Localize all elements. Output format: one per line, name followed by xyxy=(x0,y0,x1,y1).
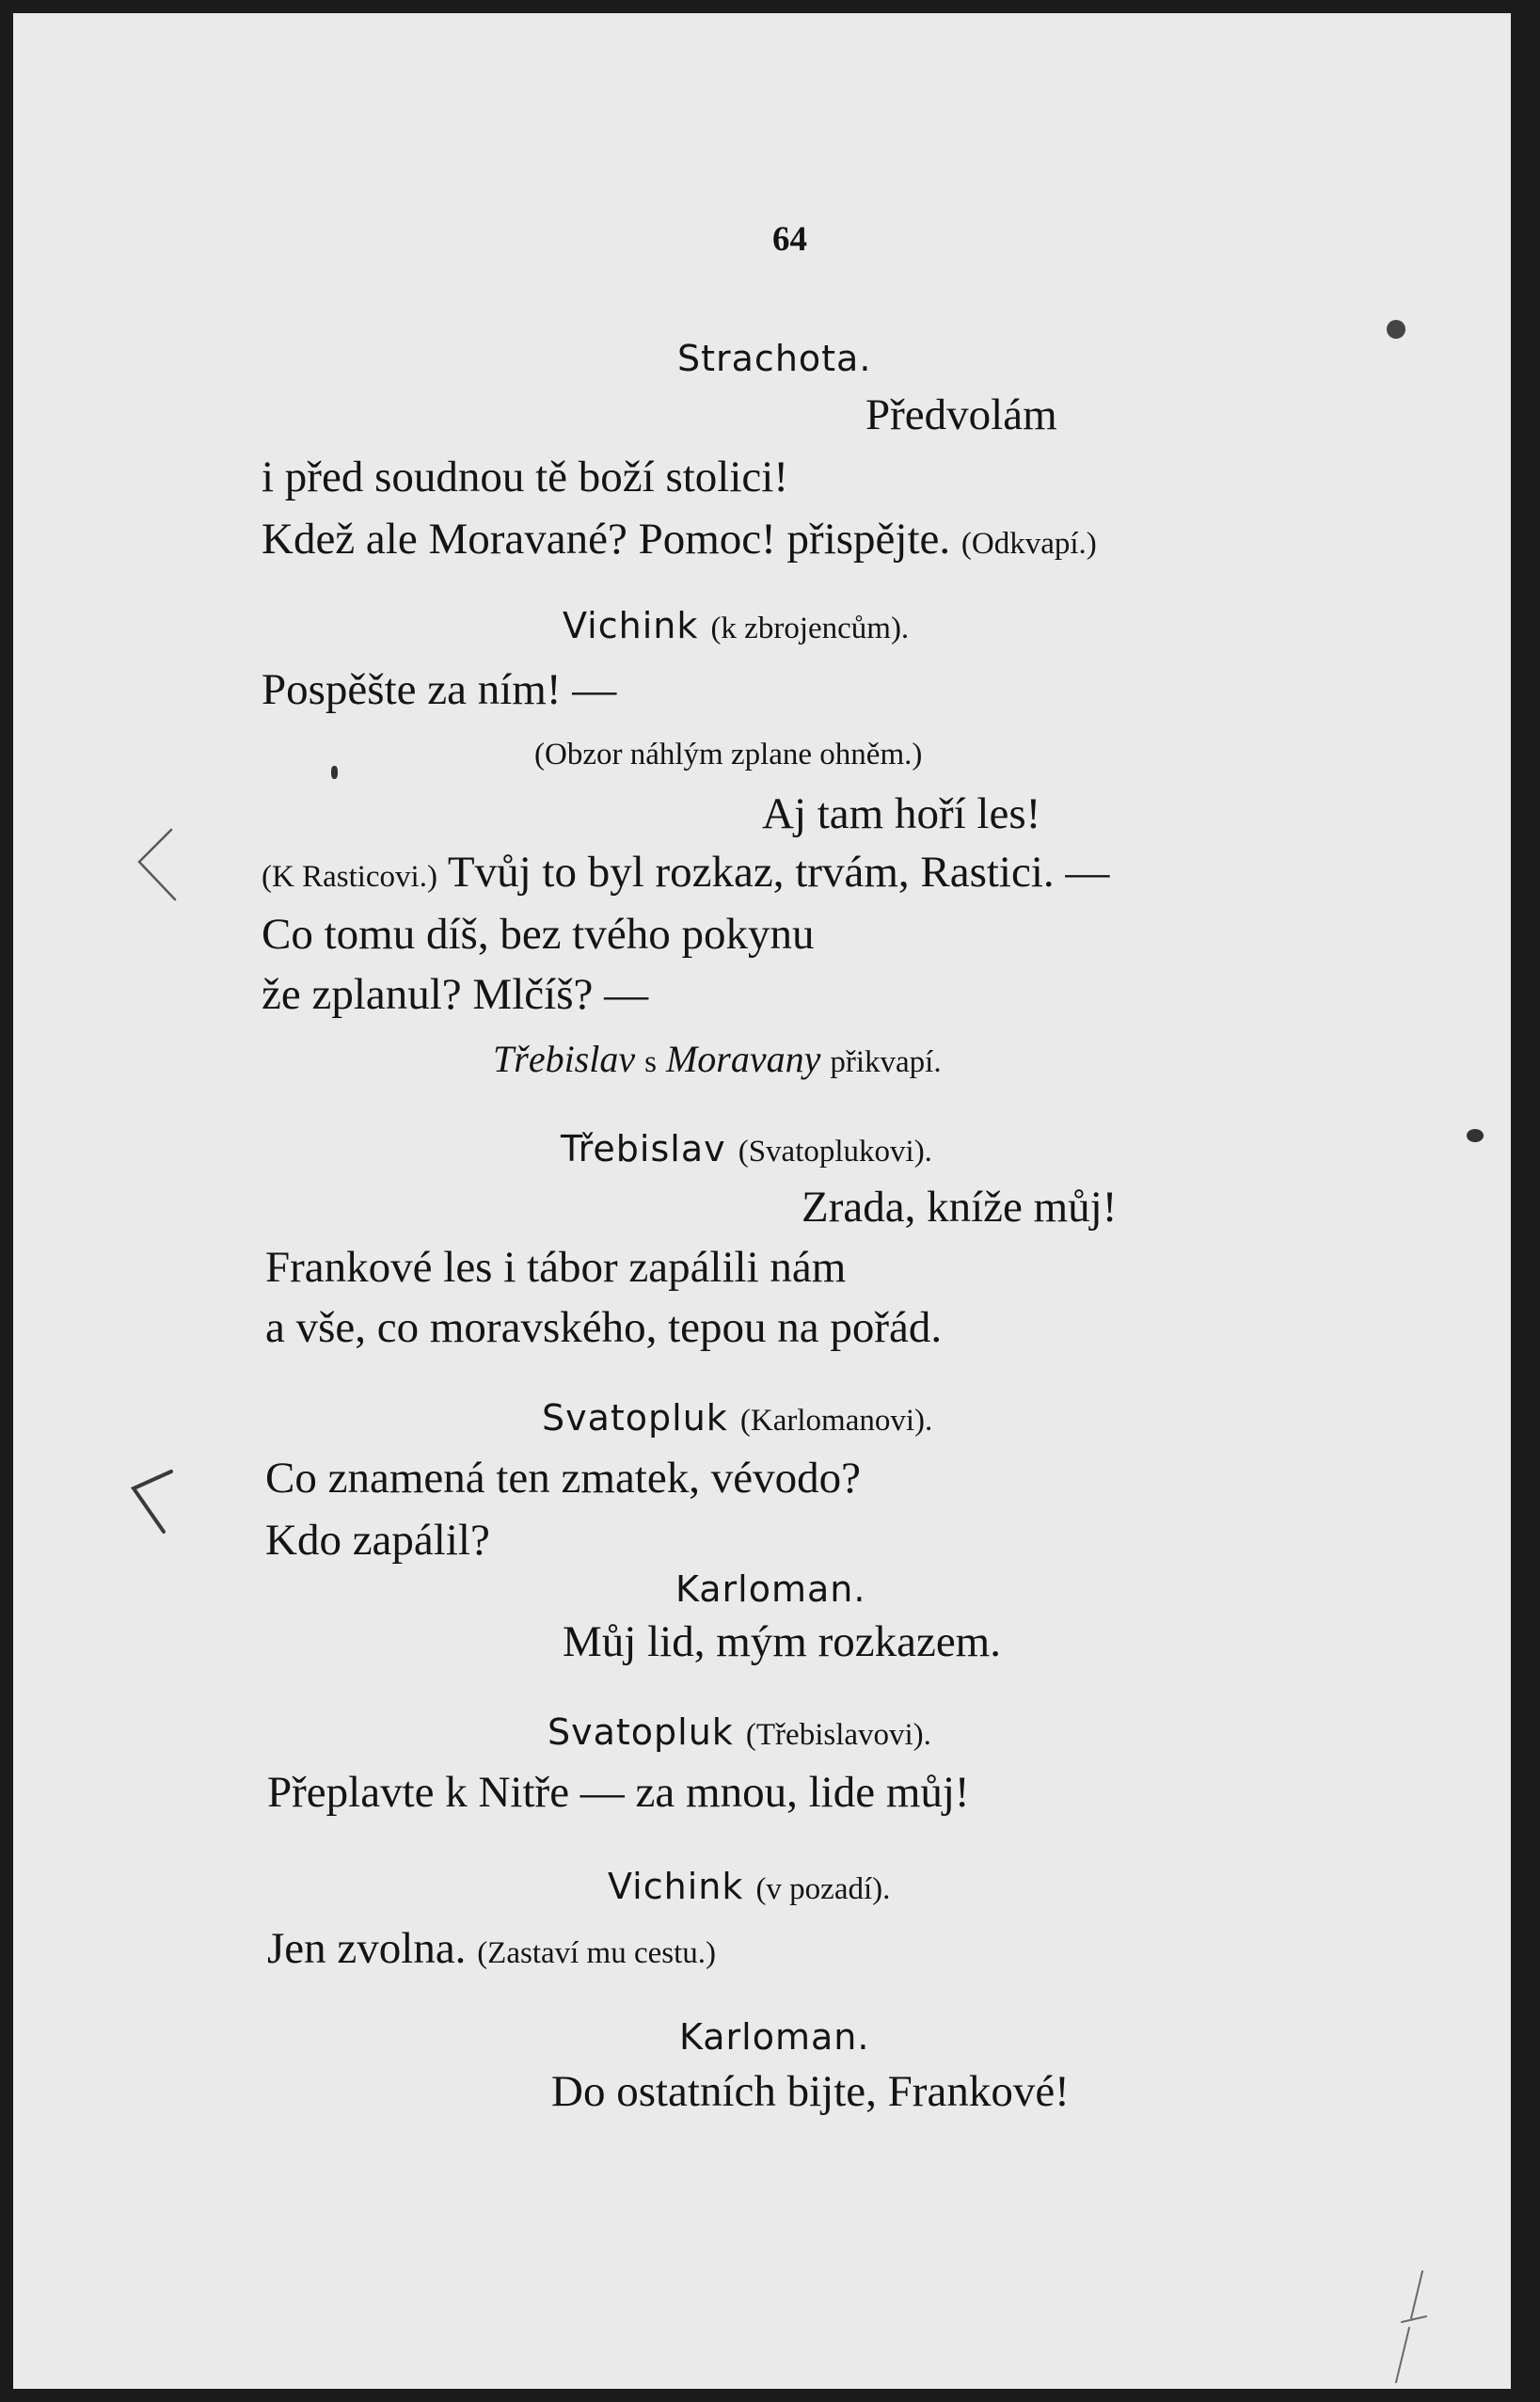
verse-line: i před soudnou tě boží stolici! xyxy=(262,453,788,501)
stage-direction: (Obzor náhlým zplane ohněm.) xyxy=(534,738,923,772)
verse-line: Kdo zapálil? xyxy=(265,1516,490,1565)
verse-line: Zrada, kníže můj! xyxy=(802,1183,1118,1232)
verse-text: Tvůj to byl rozkaz, trvám, Rastici. — xyxy=(447,848,1110,897)
verse-line: Frankové les i tábor zapálili nám xyxy=(265,1243,847,1292)
stage-direction: (Třebislavovi). xyxy=(745,1718,931,1752)
verse-line xyxy=(267,1924,717,1973)
verse-text: Jen zvolna. xyxy=(267,1924,467,1973)
speaker-karloman: Karloman. xyxy=(675,1568,866,1610)
verse-line: Můj lid, mým rozkazem. xyxy=(563,1617,1001,1666)
verse-line: a vše, co moravského, tepou na pořád. xyxy=(265,1303,943,1352)
stage-direction: (Zastaví mu cestu.) xyxy=(477,1936,717,1970)
group-name: Moravany xyxy=(665,1038,821,1080)
speaker-vichink xyxy=(563,605,910,646)
verse-line xyxy=(262,517,1097,562)
verse-text: Kdež ale Moravané? Pomoc! přispějte. xyxy=(262,515,951,564)
verse-line: Pospěšte za ním! — xyxy=(262,665,617,714)
verse-line xyxy=(262,848,1110,897)
character-name: Třebislav xyxy=(493,1038,636,1080)
pencil-scribble xyxy=(1368,2262,1443,2384)
ink-speck xyxy=(331,766,338,779)
stage-direction: (Svatoplukovi). xyxy=(738,1135,932,1169)
left-angle-mark xyxy=(130,824,186,909)
speaker-karloman: Karloman. xyxy=(679,2016,870,2058)
speaker-strachota: Strachota. xyxy=(677,338,872,379)
speaker-name: Vichink xyxy=(563,605,699,646)
ink-speck xyxy=(1467,1129,1484,1142)
speaker-svatopluk xyxy=(548,1711,931,1753)
stage-direction: (v pozadí). xyxy=(755,1872,891,1906)
left-angle-mark xyxy=(122,1462,188,1547)
ink-speck xyxy=(1387,320,1405,339)
stage-direction: (k zbrojencům). xyxy=(710,612,910,645)
speaker-name: Svatopluk xyxy=(548,1711,734,1753)
verse-line: Aj tam hoří les! xyxy=(762,789,1041,838)
action: přikvapí. xyxy=(830,1045,942,1079)
verse-line: Předvolám xyxy=(865,390,1057,439)
verse-line: Co tomu díš, bez tvého pokynu xyxy=(262,910,815,959)
speaker-trebislav xyxy=(561,1128,932,1169)
page-number: 64 xyxy=(772,220,807,259)
stage-direction: (Odkvapí.) xyxy=(961,527,1097,561)
verse-line: Co znamená ten zmatek, vévodo? xyxy=(265,1454,861,1503)
speaker-name: Třebislav xyxy=(561,1128,726,1169)
speaker-svatopluk xyxy=(542,1397,933,1439)
verse-line: Přeplavte k Nitře — za mnou, lide můj! xyxy=(267,1768,970,1817)
speaker-name: Svatopluk xyxy=(542,1397,728,1439)
stage-direction: (Karlomanovi). xyxy=(739,1404,933,1438)
verse-line: že zplanul? Mlčíš? — xyxy=(262,970,649,1019)
speaker-name: Vichink xyxy=(608,1866,744,1907)
verse-line: Do ostatních bijte, Frankové! xyxy=(551,2067,1070,2116)
stage-direction: (K Rasticovi.) xyxy=(262,860,437,894)
book-page xyxy=(13,13,1511,2389)
stage-direction-entry xyxy=(493,1038,942,1080)
connector: s xyxy=(644,1045,657,1079)
speaker-vichink xyxy=(608,1866,891,1907)
